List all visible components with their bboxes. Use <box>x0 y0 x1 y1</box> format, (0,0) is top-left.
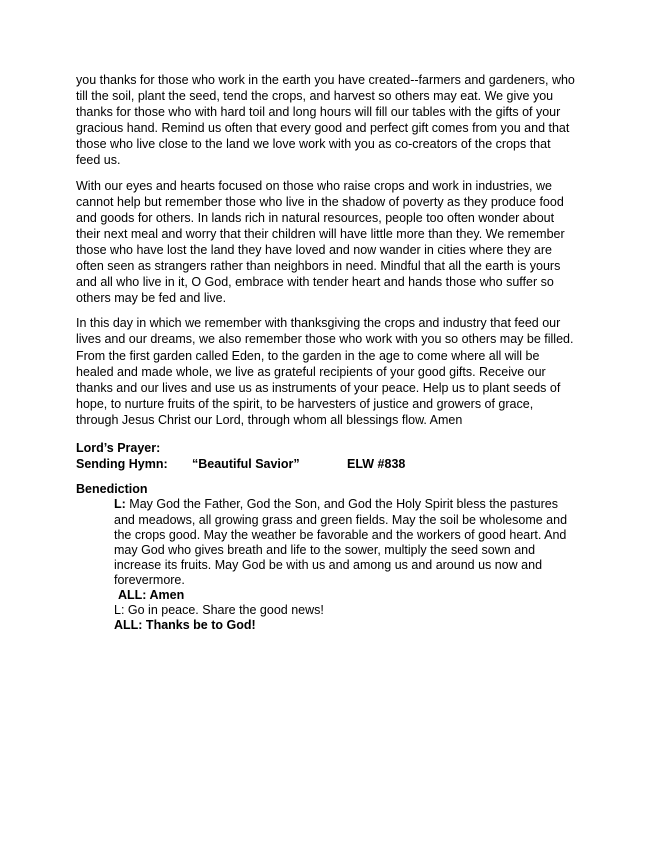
prayer-paragraph-2: With our eyes and hearts focused on those who raise crops and work in industries, we cannot help but remember those who live in the shadow of poverty as they produce food and goods for others. In lands rich in natural resources, people too often wonder about their next meal and worry that their children will have little more than they. We remember those who have lost the land they have loved and now wander in cities where they are often seen as strangers rather than neighbors in need. Mindful that all the earth is yours and all who live in it, O God, embrace with tender heart and hands those who suffer so others may be fed and live. <box>76 178 565 306</box>
leader-blessing-text: May God the Father, God the Son, and God the Holy Spirit bless the pastures and meadows, all growing grass and green fields. May the soil be wholesome and the crops good. May the weather be favorable and the workers of good heart. And may God who gives breath and life to the sower, multiply the seed sown and increase its fruits. May God be with us and among us and around us now and forevermore. <box>114 497 568 587</box>
sending-hymn-label: Sending Hymn: <box>76 457 168 472</box>
document-page <box>76 72 578 633</box>
leader-prefix: L: <box>114 497 126 512</box>
prayer-paragraph-3: In this day in which we remember with thanksgiving the crops and industry that feed our lives and our dreams, we also remember those who work with you so others may be filled. From the first garden called Eden, to the garden in the age to come where all will be healed and made whole, we live as grateful recipients of your good gifts. Receive our thanks and our lives and use us as instruments of your peace. Help us to plant seeds of hope, to nurture fruits of the spirit, to be harvesters of justice and growers of grace, through Jesus Christ our Lord, through whom all blessings flow. Amen <box>76 316 574 427</box>
sending-hymn-title: “Beautiful Savior” <box>192 457 300 472</box>
benediction-leader-text <box>114 497 578 588</box>
benediction-heading: Benediction <box>76 481 148 496</box>
prayer-paragraph-1: you thanks for those who work in the earth you have created--farmers and gardeners, who till the soil, plant the seed, tend the crops, and harvest so others may eat. We give you thanks for those who with hard toil and long hours will fill our tables with the gifts of your gracious hand. Remind us often that every good and perfect gift comes from you and that those who live close to the land we love work with you as co-creators of the crops that feed us. <box>76 73 575 168</box>
thanks-be-to-god-response: ALL: Thanks be to God! <box>114 618 256 633</box>
sending-hymn-row <box>76 456 578 473</box>
benediction-block <box>114 497 578 633</box>
lords-prayer-heading: Lord’s Prayer: <box>76 440 161 455</box>
sending-hymn-number: ELW #838 <box>347 457 406 472</box>
all-amen-response: ALL: Amen <box>118 588 185 603</box>
go-in-peace-line: L: Go in peace. Share the good news! <box>114 603 324 618</box>
